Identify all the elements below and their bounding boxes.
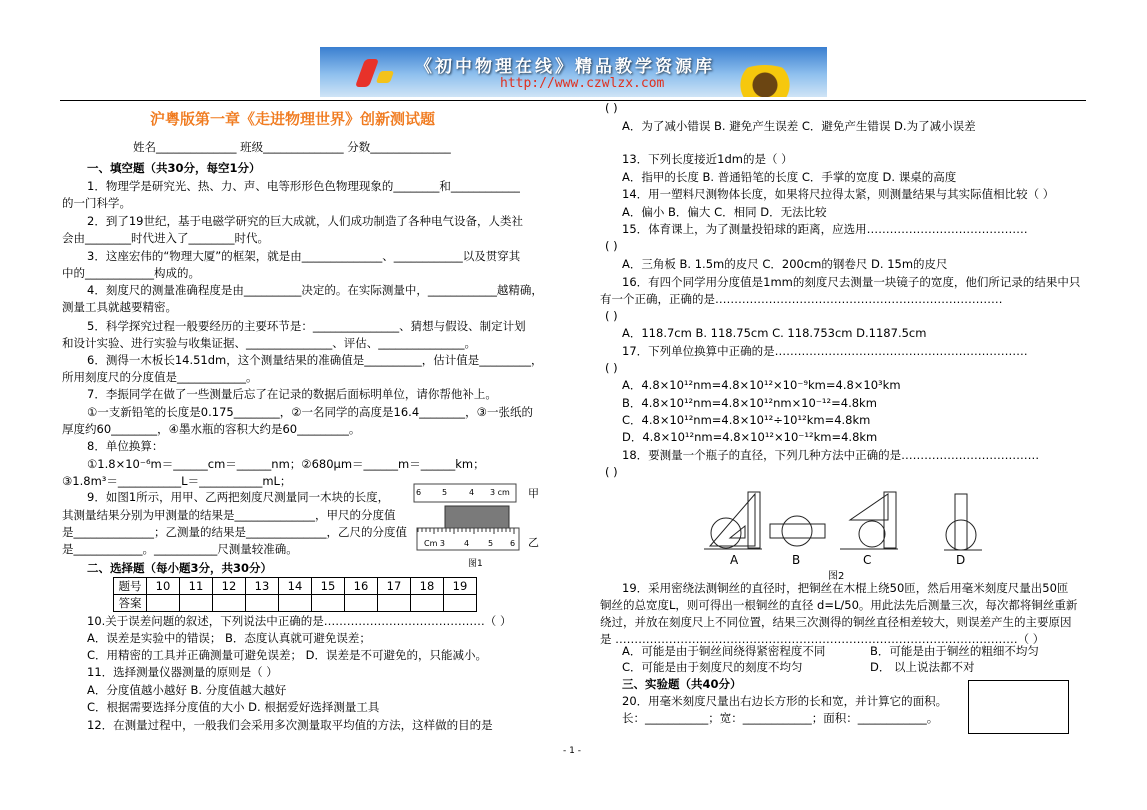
question-6-cont: 所用刻度尺的分度值是____________。 (62, 370, 258, 384)
question-7-cont: 厚度约60________，④墨水瓶的容积大约是60_________。 (62, 422, 361, 436)
question-4-cont: 测量工具就越要精密。 (62, 300, 177, 314)
answer-cell[interactable] (147, 595, 180, 612)
question-11-options: A．分度值越小越好 B. 分度值越大越好 (87, 683, 287, 697)
method-a-label: A (730, 553, 739, 567)
question-4: 4．刻度尺的测量准确程度是由__________决定的。在实际测量中，____________越精确， (87, 283, 543, 297)
answer-cell[interactable] (444, 595, 477, 612)
banner-title: 《初中物理在线》精品教学资源库 (415, 57, 715, 77)
label-jia: 甲 (528, 487, 539, 500)
answer-paren: ( ) (605, 309, 618, 323)
answer-cell[interactable] (279, 595, 312, 612)
question-6: 6．测得一木板长14.51dm，这个测量结果的准确值是__________，估计值是_________， (87, 353, 543, 367)
ruler-jia-tick: 3 cm (490, 488, 510, 497)
table-cell: 19 (444, 578, 477, 595)
table-header-cell: 题号 (114, 578, 147, 595)
question-19-cont: 铜丝的总宽度L，则可得出一根铜丝的直径 d=L/50。用此法先后测量三次，每次都将铜丝重新 (600, 598, 1078, 612)
question-8: 8．单位换算： (87, 439, 164, 453)
question-12-options: A．为了减小错误 B. 避免产生误差 C．避免产生错误 D.为了减小误差 (622, 119, 976, 133)
site-banner[interactable] (320, 47, 827, 97)
question-17-option-b: B．4.8×10¹²nm=4.8×10¹²nm×10⁻¹²=4.8km (622, 396, 877, 410)
ruler-jia-tick: 4 (469, 488, 475, 497)
question-19-option-c: C．可能是由于刻度尺的刻度不均匀 (622, 660, 803, 674)
table-cell: 11 (180, 578, 213, 595)
table-row (114, 578, 477, 595)
method-d-label: D (956, 553, 966, 567)
question-9-cont: 是______________；乙测量的结果是______________，乙尺的分度值 (62, 525, 407, 539)
logo-icon (355, 59, 379, 87)
question-17-option-c: C．4.8×10¹²nm=4.8×10¹²÷10¹²km=4.8km (622, 413, 871, 427)
method-b-diagram (770, 516, 825, 546)
question-9-cont: 其测量结果分别为甲测量的结果是______________，甲尺的分度值 (62, 508, 396, 522)
figure-1-rulers (412, 480, 542, 570)
question-7-cont: ①一支新铅笔的长度是0.175________，②一名同学的高度是16.4________，③一张纸的 (87, 405, 533, 419)
ruler-jia-tick: 6 (416, 488, 422, 497)
section-heading: 二、选择题（每小题3分，共30分） (87, 561, 273, 575)
answer-cell[interactable] (246, 595, 279, 612)
question-3-cont: 中的____________构成的。 (62, 266, 200, 280)
section-heading: 一、填空题（共30分，每空1分） (87, 161, 261, 175)
table-row (114, 595, 477, 612)
table-cell: 16 (345, 578, 378, 595)
question-2: 2．到了19世纪，基于电磁学研究的巨大成就，人们成功制造了各种电气设备，人类社 (87, 214, 523, 228)
question-14-options: A．偏小 B．偏大 C．相同 D．无法比较 (622, 205, 827, 219)
logo-icon-accent (376, 71, 394, 83)
question-2-cont: 会由________时代进入了________时代。 (62, 231, 269, 245)
page-title: 沪粤版第一章《走进物理世界》创新测试题 (150, 110, 436, 128)
question-9: 9．如图1所示，用甲、乙两把刻度尺测量同一木块的长度， (87, 490, 390, 504)
table-header-cell: 答案 (114, 595, 147, 612)
question-10-options: A．误差是实验中的错误； B．态度认真就可避免误差； (87, 631, 371, 645)
question-15-options: A．三角板 B. 1.5m的皮尺 C．200cm的钢卷尺 D. 15m的皮尺 (622, 257, 948, 271)
question-19-option-d: D． 以上说法都不对 (870, 660, 975, 674)
question-17: 17．下列单位换算中正确的是………………………………………………………… (622, 344, 1028, 358)
question-19: 19．采用密绕法测铜丝的直径时，把铜丝在木棍上绕50匝，然后用毫米刻度尺量出50匝 (622, 581, 1069, 595)
question-18: 18．要测量一个瓶子的直径，下列几种方法中正确的是……………………………… (622, 448, 1040, 462)
ruler-yi-tick: 5 (488, 539, 494, 548)
question-20-blanks: 长：___________；宽：____________；面积：____________。 (622, 711, 939, 725)
answer-cell[interactable] (378, 595, 411, 612)
question-13-options: A．指甲的长度 B. 普通铅笔的长度 C．手掌的宽度 D. 课桌的高度 (622, 170, 957, 184)
question-1: 1．物理学是研究光、热、力、声、电等形形色色物理现象的________和____________ (87, 179, 520, 193)
question-5-cont: 和设计实验、进行实验与收集证据、_______________、评估、_______________。 (62, 336, 476, 350)
answer-cell[interactable] (411, 595, 444, 612)
answer-paren: ( ) (605, 465, 618, 479)
answer-cell[interactable] (312, 595, 345, 612)
page-number: - 1 - (563, 746, 581, 756)
question-8-cont: ①1.8×10⁻⁶m＝______cm＝______nm；②680μm＝______m＝______km； (87, 457, 485, 471)
method-b-label: B (792, 553, 801, 567)
question-10: 10.关于误差问题的叙述，下列说法中正确的是……………………………………（ ） (87, 614, 512, 628)
question-14: 14．用一塑料尺测物体长度，如果将尺拉得太紧，则测量结果与其实际值相比较（ ） (622, 187, 1055, 201)
question-16-cont: 有一个正确，正确的是………………………………………………………………… (600, 292, 1003, 306)
question-10-options: C．用精密的工具并正确测量可避免误差； D．误差是不可避免的，只能减小。 (87, 648, 488, 662)
answer-cell[interactable] (180, 595, 213, 612)
method-c-label: C (863, 553, 872, 567)
method-d-diagram (944, 494, 982, 550)
table-cell: 17 (378, 578, 411, 595)
method-c-diagram (840, 492, 898, 549)
ruler-yi-tick: 6 (510, 539, 516, 548)
answer-cell[interactable] (345, 595, 378, 612)
question-8-cont: ③1.8m³＝___________L＝___________mL； (62, 474, 292, 488)
label-yi: 乙 (528, 536, 539, 549)
answer-cell[interactable] (213, 595, 246, 612)
figure-2-methods (700, 488, 990, 580)
answer-table (113, 577, 477, 612)
question-11-options: C．根据需要选择分度值的大小 D. 根据爱好选择测量工具 (87, 700, 380, 714)
figure-1-caption: 图1 (468, 559, 483, 569)
question-19-option-a: A．可能是由于铜丝间绕得紧密程度不同 (622, 644, 826, 658)
header-divider (60, 100, 1086, 101)
table-cell: 15 (312, 578, 345, 595)
question-19-cont: 绕过，并放在刻度尺上不同位置，结果三次测得的铜丝直径相差较大，则误差产生的主要原因 (600, 615, 1072, 629)
question-5: 5．科学探究过程一般要经历的主要环节是：_______________、猜想与假设、制定计划 (87, 319, 526, 333)
table-cell: 13 (246, 578, 279, 595)
question-16-options: A．118.7cm B. 118.75cm C. 118.753cm D.1187.5cm (622, 326, 927, 340)
question-13: 13．下列长度接近1dm的是（ ） (622, 152, 793, 166)
question-16: 16．有四个同学用分度值是1mm的刻度尺去测量一块镜子的宽度，他们所记录的结果中只 (622, 275, 1081, 289)
question-3: 3．这座宏伟的“物理大厦”的框架，就是由______________、____________以及贯穿其 (87, 249, 521, 263)
table-cell: 10 (147, 578, 180, 595)
question-17-option-a: A．4.8×10¹²nm=4.8×10¹²×10⁻⁹km=4.8×10³km (622, 378, 901, 392)
answer-paren: ( ) (605, 239, 618, 253)
ruler-yi-tick: Cm 3 (424, 539, 446, 548)
question-19-cont: 是 ……………………………………………………………………………………………（ ） (600, 632, 1045, 646)
banner-url[interactable]: http://www.czwlzx.com (500, 76, 665, 91)
table-cell: 14 (279, 578, 312, 595)
measurement-rectangle (968, 680, 1069, 734)
question-7: 7．李振同学在做了一些测量后忘了在记录的数据后面标明单位，请你帮他补上。 (87, 387, 497, 401)
answer-paren: ( ) (605, 101, 618, 115)
sunflower-image (730, 65, 800, 97)
question-19-option-b: B．可能是由于铜丝的粗细不均匀 (870, 644, 1039, 658)
answer-paren: ( ) (605, 361, 618, 375)
question-12: 12．在测量过程中，一般我们会采用多次测量取平均值的方法，这样做的目的是 (87, 718, 493, 732)
student-info-line: 姓名______________ 班级______________ 分数______________ (133, 140, 451, 154)
table-cell: 18 (411, 578, 444, 595)
wood-block (445, 506, 509, 528)
question-17-option-d: D．4.8×10¹²nm=4.8×10¹²×10⁻¹²km=4.8km (622, 430, 878, 444)
question-20: 20．用毫米刻度尺量出右边长方形的长和宽，并计算它的面积。 (622, 694, 948, 708)
question-11: 11．选择测量仪器测量的原则是（ ） (87, 665, 278, 679)
table-cell: 12 (213, 578, 246, 595)
figure-2-caption: 图2 (828, 571, 845, 580)
question-15: 15．体育课上，为了测量投铅球的距离，应选用…………………………………… (622, 222, 1028, 236)
method-a-diagram (704, 492, 762, 549)
question-1-cont: 的一门科学。 (62, 196, 131, 210)
ruler-jia-tick: 5 (442, 488, 448, 497)
section-heading: 三、实验题（共40分） (622, 677, 742, 691)
question-9-cont: 是____________。___________尺测量较准确。 (62, 542, 298, 556)
ruler-yi-tick: 4 (464, 539, 470, 548)
